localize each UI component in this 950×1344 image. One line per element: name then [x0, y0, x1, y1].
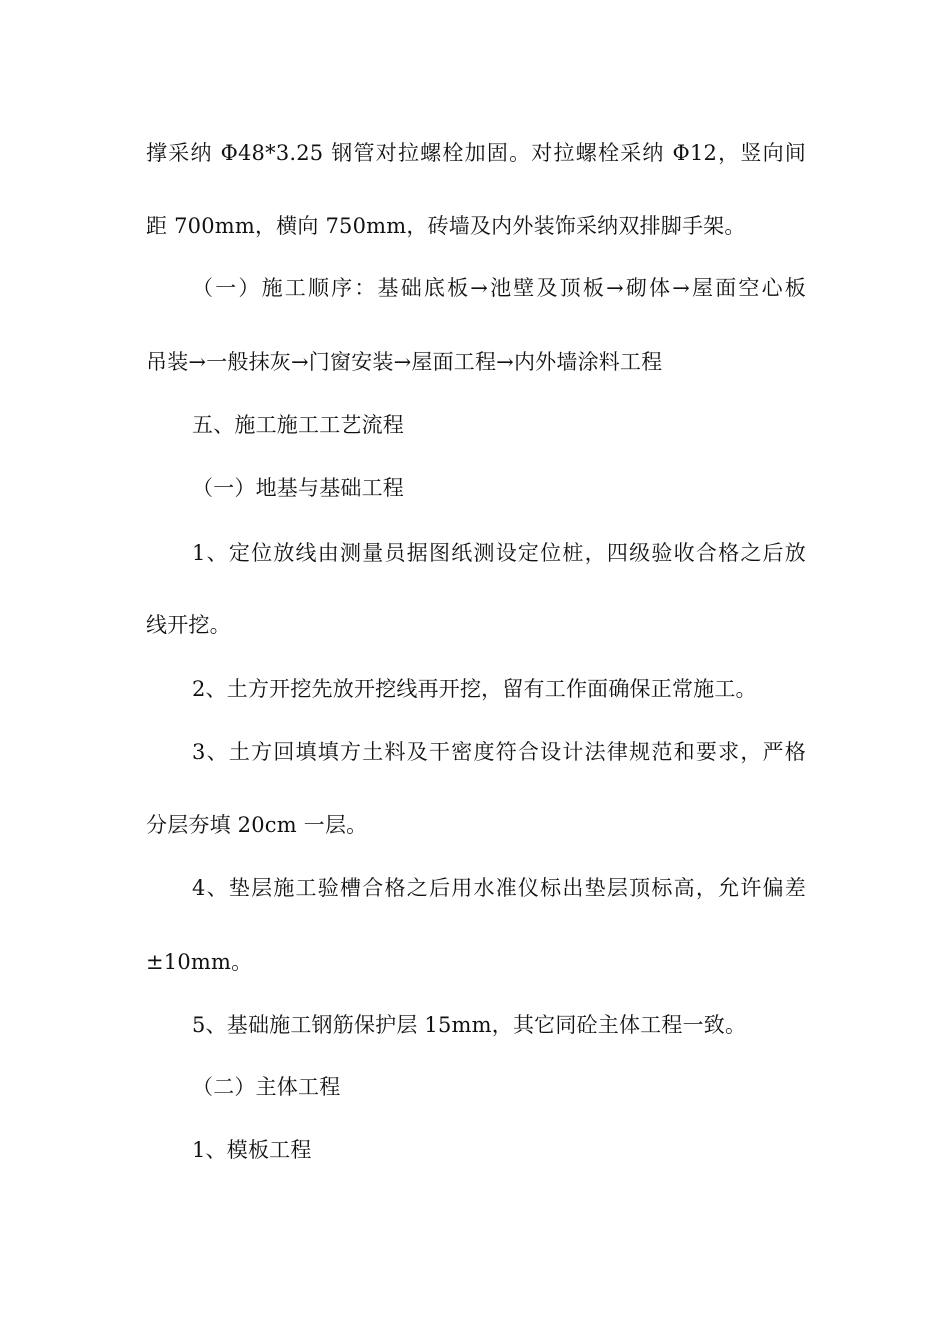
item-heading: 1、模板工程	[192, 1138, 312, 1162]
text-line-14: 5、基础施工钢筋保护层 15mm，其它同砼主体工程一致。	[192, 1013, 747, 1037]
text-line-1: 撑采纳 Φ48*3.25 钢管对拉螺栓加固。对拉螺栓采纳 Φ12，竖向间	[146, 141, 806, 165]
text-line-9: 2、土方开挖先放开挖线再开挖，留有工作面确保正常施工。	[192, 677, 757, 701]
text-line-7: 1、定位放线由测量员据图纸测设定位桩，四级验收合格之后放	[192, 541, 806, 565]
text-line-3: （一）施工顺序：基础底板→池壁及顶板→砌体→屋面空心板	[192, 276, 806, 300]
text-line-4: 吊装→一般抹灰→门窗安装→屋面工程→内外墙涂料工程	[146, 350, 663, 374]
subsection-heading-2: （二）主体工程	[192, 1075, 341, 1099]
text-line-12: 4、垫层施工验槽合格之后用水准仪标出垫层顶标高，允许偏差	[192, 876, 806, 900]
section-heading: 五、施工施工工艺流程	[192, 413, 404, 437]
text-line-2: 距 700mm，横向 750mm，砖墙及内外装饰采纳双排脚手架。	[146, 214, 746, 238]
text-line-8: 线开挖。	[146, 613, 231, 637]
text-line-10: 3、土方回填填方土料及干密度符合设计法律规范和要求，严格	[192, 740, 806, 764]
text-line-13: ±10mm。	[146, 950, 253, 974]
text-line-11: 分层夯填 20cm 一层。	[146, 813, 368, 837]
subsection-heading-1: （一）地基与基础工程	[192, 476, 404, 500]
